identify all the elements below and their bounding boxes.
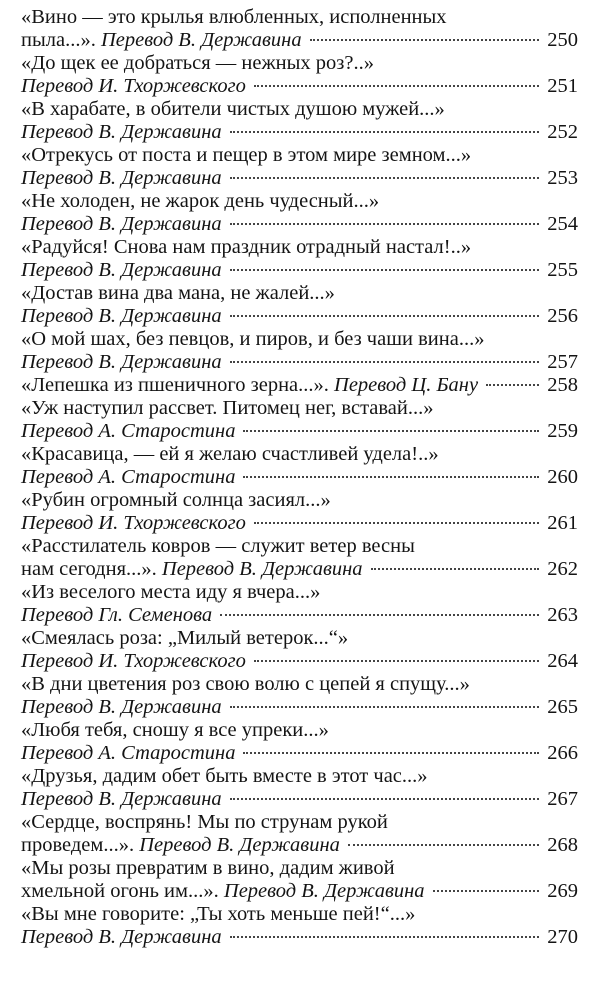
entry-last-line (21, 558, 578, 581)
translator-credit: Перевод В. Державина (223, 880, 425, 902)
translator-credit: Перевод И. Тхоржевского (21, 650, 246, 672)
toc-entry (21, 190, 578, 236)
page-number: 252 (547, 121, 578, 143)
dot-leader (230, 177, 540, 179)
entry-last-line-text (21, 29, 302, 52)
dot-leader (243, 430, 539, 432)
entry-title-line: «До щек ее добраться — нежных роз?..» (21, 52, 374, 74)
dot-leader (486, 384, 539, 386)
page-number: 263 (547, 604, 578, 626)
entry-last-line-text (21, 167, 222, 190)
translator-credit: Перевод В. Державина (100, 29, 302, 51)
entry-last-line-text (21, 926, 222, 949)
dot-leader (254, 660, 539, 662)
dot-leader (230, 223, 540, 225)
entry-last-line-text (21, 558, 363, 581)
translator-credit: Перевод В. Державина (21, 305, 222, 327)
entry-title-line: «Смеялась роза: „Милый ветерок...“» (21, 627, 349, 649)
entry-title-line: «Красавица, — ей я желаю счастливей удела!..» (21, 443, 439, 465)
entry-last-line (21, 305, 578, 328)
dot-leader (230, 269, 540, 271)
entry-last-line (21, 650, 578, 673)
page-number: 254 (547, 213, 578, 235)
entry-title-line: «Вы мне говорите: „Ты хоть меньше пей!“...» (21, 903, 416, 925)
entry-last-line (21, 880, 578, 903)
dot-leader (348, 844, 539, 846)
entry-last-line (21, 75, 578, 98)
dot-leader (310, 39, 540, 41)
entry-last-line (21, 213, 578, 236)
dot-leader (230, 798, 540, 800)
toc-entry (21, 489, 578, 535)
page-number: 266 (547, 742, 578, 764)
entry-title-tail: проведем...». (21, 834, 135, 856)
toc-entry (21, 627, 578, 673)
entry-last-line (21, 29, 578, 52)
entry-title-line: «Вино — это крылья влюбленных, исполненных (21, 6, 447, 28)
entry-last-line-text (21, 604, 212, 627)
toc-entry (21, 765, 578, 811)
entry-title-line: «Достав вина два мана, не жалей...» (21, 282, 335, 304)
entry-title-line: «Радуйся! Снова нам праздник отрадный настал!..» (21, 236, 472, 258)
entry-last-line-text (21, 351, 222, 374)
entry-last-line (21, 696, 578, 719)
translator-credit: Перевод В. Державина (21, 121, 222, 143)
page-number: 256 (547, 305, 578, 327)
entry-last-line (21, 604, 578, 627)
entry-last-line-text (21, 834, 340, 857)
toc-entry (21, 443, 578, 489)
dot-leader (371, 568, 540, 570)
entry-last-line-text (21, 650, 246, 673)
page-number: 265 (547, 696, 578, 718)
toc-entry (21, 811, 578, 857)
entry-title-line: «Отрекусь от поста и пещер в этом мире земном...» (21, 144, 472, 166)
translator-credit: Перевод В. Державина (21, 696, 222, 718)
entry-last-line-text (21, 420, 235, 443)
toc-entry (21, 98, 578, 144)
toc-entry (21, 328, 578, 374)
translator-credit: Перевод И. Тхоржевского (21, 75, 246, 97)
page-number: 259 (547, 420, 578, 442)
entry-last-line (21, 259, 578, 282)
translator-credit: Перевод В. Державина (21, 788, 222, 810)
toc-entry (21, 719, 578, 765)
entry-last-line (21, 742, 578, 765)
entry-title-tail: хмельной огонь им...». (21, 880, 219, 902)
entry-title-tail: пыла...». (21, 29, 96, 51)
entry-title-tail: нам сегодня...». (21, 558, 157, 580)
toc-entry (21, 144, 578, 190)
toc-entry (21, 52, 578, 98)
entry-title-line: «Мы розы превратим в вино, дадим живой (21, 857, 395, 879)
page-number: 262 (547, 558, 578, 580)
page-number: 270 (547, 926, 578, 948)
translator-credit: Перевод В. Державина (161, 558, 363, 580)
entry-title-line: «О мой шах, без певцов, и пиров, и без чаши вина...» (21, 328, 485, 350)
page-number: 253 (547, 167, 578, 189)
page-number: 261 (547, 512, 578, 534)
entry-title-line: «В дни цветения роз свою волю с цепей я спущу...» (21, 673, 470, 695)
entry-last-line (21, 788, 578, 811)
dot-leader (230, 315, 540, 317)
dot-leader (220, 614, 539, 616)
toc-entry (21, 374, 578, 397)
entry-last-line-text (21, 75, 246, 98)
entry-last-line (21, 926, 578, 949)
entry-last-line-text (21, 742, 235, 765)
page-number: 264 (547, 650, 578, 672)
entry-title-line: «Из веселого места иду я вчера...» (21, 581, 321, 603)
entry-last-line-text (21, 880, 425, 903)
entry-title-line: «В харабате, в обители чистых душою мужей...» (21, 98, 445, 120)
translator-credit: Перевод В. Державина (21, 926, 222, 948)
entry-last-line (21, 512, 578, 535)
page-number: 255 (547, 259, 578, 281)
entry-title-line: «Расстилатель ковров — служит ветер весны (21, 535, 415, 557)
translator-credit: Перевод В. Державина (21, 259, 222, 281)
translator-credit: Перевод А. Старостина (21, 742, 236, 764)
dot-leader (254, 522, 539, 524)
dot-leader (230, 131, 540, 133)
toc-entry (21, 903, 578, 949)
entry-title-line: «Рубин огромный солнца засиял...» (21, 489, 331, 511)
entry-title-line: «Сердце, воспрянь! Мы по струнам рукой (21, 811, 388, 833)
entry-last-line-text (21, 466, 235, 489)
entry-last-line-text (21, 213, 222, 236)
entry-last-line (21, 167, 578, 190)
entry-last-line (21, 351, 578, 374)
toc-entry (21, 282, 578, 328)
entry-last-line-text (21, 788, 222, 811)
entry-last-line-text (21, 305, 222, 328)
entry-title-line: «Уж наступил рассвет. Питомец нег, вставай...» (21, 397, 434, 419)
page-number: 250 (547, 29, 578, 51)
dot-leader (243, 752, 539, 754)
entry-last-line-text (21, 374, 478, 397)
page-number: 260 (547, 466, 578, 488)
entry-last-line (21, 121, 578, 144)
entry-last-line (21, 834, 578, 857)
page-number: 268 (547, 834, 578, 856)
translator-credit: Перевод А. Старостина (21, 420, 236, 442)
dot-leader (243, 476, 539, 478)
dot-leader (230, 936, 540, 938)
entry-last-line (21, 420, 578, 443)
entry-last-line-text (21, 121, 222, 144)
toc-entry (21, 535, 578, 581)
toc-entry (21, 397, 578, 443)
translator-credit: Перевод И. Тхоржевского (21, 512, 246, 534)
translator-credit: Перевод В. Державина (21, 213, 222, 235)
page-number: 251 (547, 75, 578, 97)
page-number: 257 (547, 351, 578, 373)
entry-last-line (21, 374, 578, 397)
toc-entry (21, 236, 578, 282)
translator-credit: Перевод Гл. Семенова (21, 604, 213, 626)
translator-credit: Перевод А. Старостина (21, 466, 236, 488)
entry-last-line-text (21, 259, 222, 282)
page-number: 258 (547, 374, 578, 396)
dot-leader (230, 706, 540, 708)
entry-title-line: «Друзья, дадим обет быть вместе в этот час...» (21, 765, 428, 787)
translator-credit: Перевод В. Державина (139, 834, 340, 856)
entry-last-line-text (21, 512, 246, 535)
page-number: 267 (547, 788, 578, 810)
toc-entry (21, 581, 578, 627)
toc-entry (21, 673, 578, 719)
toc-entry (21, 6, 578, 52)
translator-credit: Перевод В. Державина (21, 351, 222, 373)
dot-leader (254, 85, 539, 87)
dot-leader (230, 361, 540, 363)
page-number: 269 (547, 880, 578, 902)
dot-leader (433, 890, 540, 892)
toc-entry (21, 857, 578, 903)
translator-credit: Перевод В. Державина (21, 167, 222, 189)
translator-credit: Перевод Ц. Бану (334, 374, 479, 396)
entry-title-line: «Не холоден, не жарок день чудесный...» (21, 190, 380, 212)
entry-last-line (21, 466, 578, 489)
entry-title-line: «Любя тебя, сношу я все упреки...» (21, 719, 329, 741)
entry-last-line-text (21, 696, 222, 719)
entry-title-tail: «Лепешка из пшеничного зерна...». (21, 374, 329, 396)
